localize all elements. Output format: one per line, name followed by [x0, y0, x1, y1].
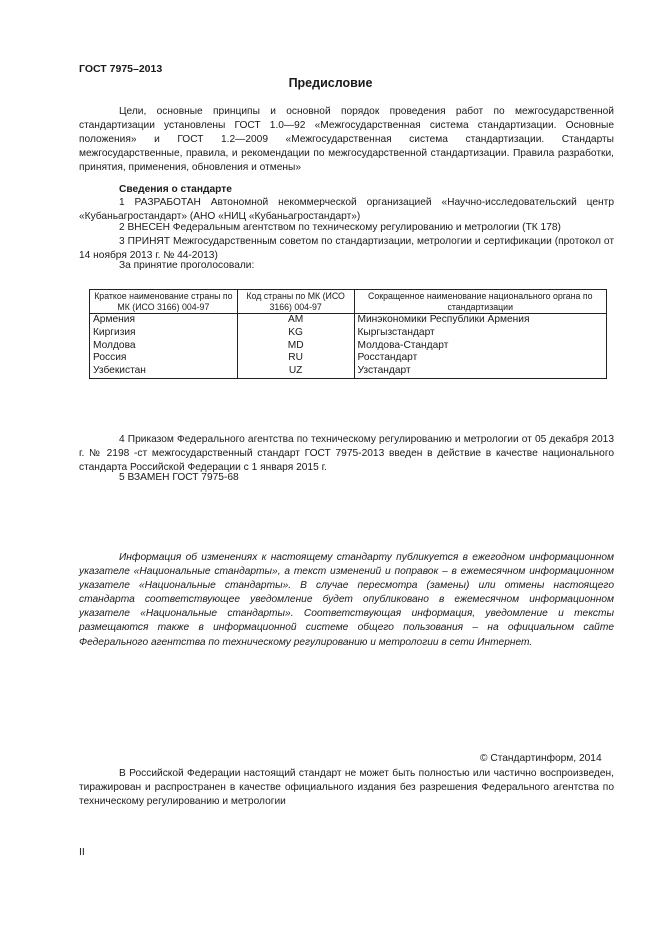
table-cell-code: AM — [237, 314, 354, 327]
item-adopted: 3 ПРИНЯТ Межгосударственным советом по стандартизации, метрологии и сертификации (протокол от 14 ноября 2013 г. № 44-2013) — [79, 236, 614, 262]
table-cell-code: UZ — [237, 365, 354, 378]
legal-notice: В Российской Федерации настоящий стандарт не может быть полностью или частично воспроизведен, тиражирован и распространен в качестве официального издания без разрешения Федерального агентства по техническому регулированию и метрологии — [79, 768, 614, 808]
table-header-code: Код страны по МК (ИСО 3166) 004-97 — [237, 290, 354, 314]
table-row — [90, 314, 607, 327]
table-cell-country: Россия — [90, 352, 238, 365]
item-enacted: 4 Приказом Федерального агентства по техническому регулированию и метрологии от 05 декабря 2013 г. № 2198 -ст межгосударственный стандарт ГОСТ 7975-2013 введен в действие в качестве национального стандарта Российской Федерации с 1 января 2015 г. — [79, 434, 614, 474]
item-developed: 1 РАЗРАБОТАН Автономной некоммерческой организацией «Научно-исследовательский центр «Кубаньагростандарт» (АНО «НИЦ «Кубаньагростандарт») — [79, 197, 614, 223]
copyright: © Стандартинформ, 2014 — [480, 753, 602, 764]
table-header-body: Сокращенное наименование национального органа по стандартизации — [354, 290, 607, 314]
table-cell-body: Узстандарт — [354, 365, 607, 378]
voting-table — [89, 289, 607, 379]
table-cell-body: Минэкономики Республики Армения — [354, 314, 607, 327]
intro-paragraph: Цели, основные принципы и основной порядок проведения работ по межгосударственной стандартизации установлены ГОСТ 1.0—92 «Межгосударственная система стандартизации. Основные положения» и ГОСТ 1.2—2009 «Межгосударственная система стандартизации. Стандарты межгосударственные, правила, и рекомендации по межгосударственной стандартизации. Правила разработки, принятия, применения, обновления и отмены» — [79, 106, 614, 174]
table-cell-country: Узбекистан — [90, 365, 238, 378]
page-number: II — [79, 846, 85, 858]
item-replaces: 5 ВЗАМЕН ГОСТ 7975-68 — [119, 472, 239, 483]
item-introduced: 2 ВНЕСЕН Федеральным агентством по техническому регулированию и метрологии (ТК 178) — [119, 222, 561, 233]
page-title: Предисловие — [288, 76, 373, 90]
table-cell-code: KG — [237, 327, 354, 340]
table-header-row — [90, 290, 607, 314]
table-cell-country: Молдова — [90, 340, 238, 353]
table-row — [90, 365, 607, 378]
table-cell-code: MD — [237, 340, 354, 353]
table-header-country: Краткое наименование страны по МК (ИСО 3166) 004-97 — [90, 290, 238, 314]
standard-code: ГОСТ 7975–2013 — [79, 63, 163, 75]
table-cell-country: Армения — [90, 314, 238, 327]
table-row — [90, 327, 607, 340]
changes-notice: Информация об изменениях к настоящему стандарту публикуется в ежегодном информационном указателе «Национальные стандарты», а текст изменений и поправок – в ежемесячном информационном указателе «Национальные стандарты». В случае пересмотра (замены) или отмены настоящего стандарта соответствующее уведомление будет опубликовано в ежемесячном информационном указателе «Национальные стандарты». Соответствующая информация, уведомление и тексты размещаются также в информационной системе общего пользования – на официальном сайте Федерального агентства по техническому регулированию и метрологии в сети Интернет. — [79, 552, 614, 648]
table-cell-body: Кыргызстандарт — [354, 327, 607, 340]
table-cell-body: Молдова-Стандарт — [354, 340, 607, 353]
info-section-title: Сведения о стандарте — [119, 184, 232, 195]
voted-label: За принятие проголосовали: — [119, 260, 255, 271]
table-cell-code: RU — [237, 352, 354, 365]
table-cell-body: Росстандарт — [354, 352, 607, 365]
table-cell-country: Киргизия — [90, 327, 238, 340]
table-row — [90, 340, 607, 353]
table-row — [90, 352, 607, 365]
